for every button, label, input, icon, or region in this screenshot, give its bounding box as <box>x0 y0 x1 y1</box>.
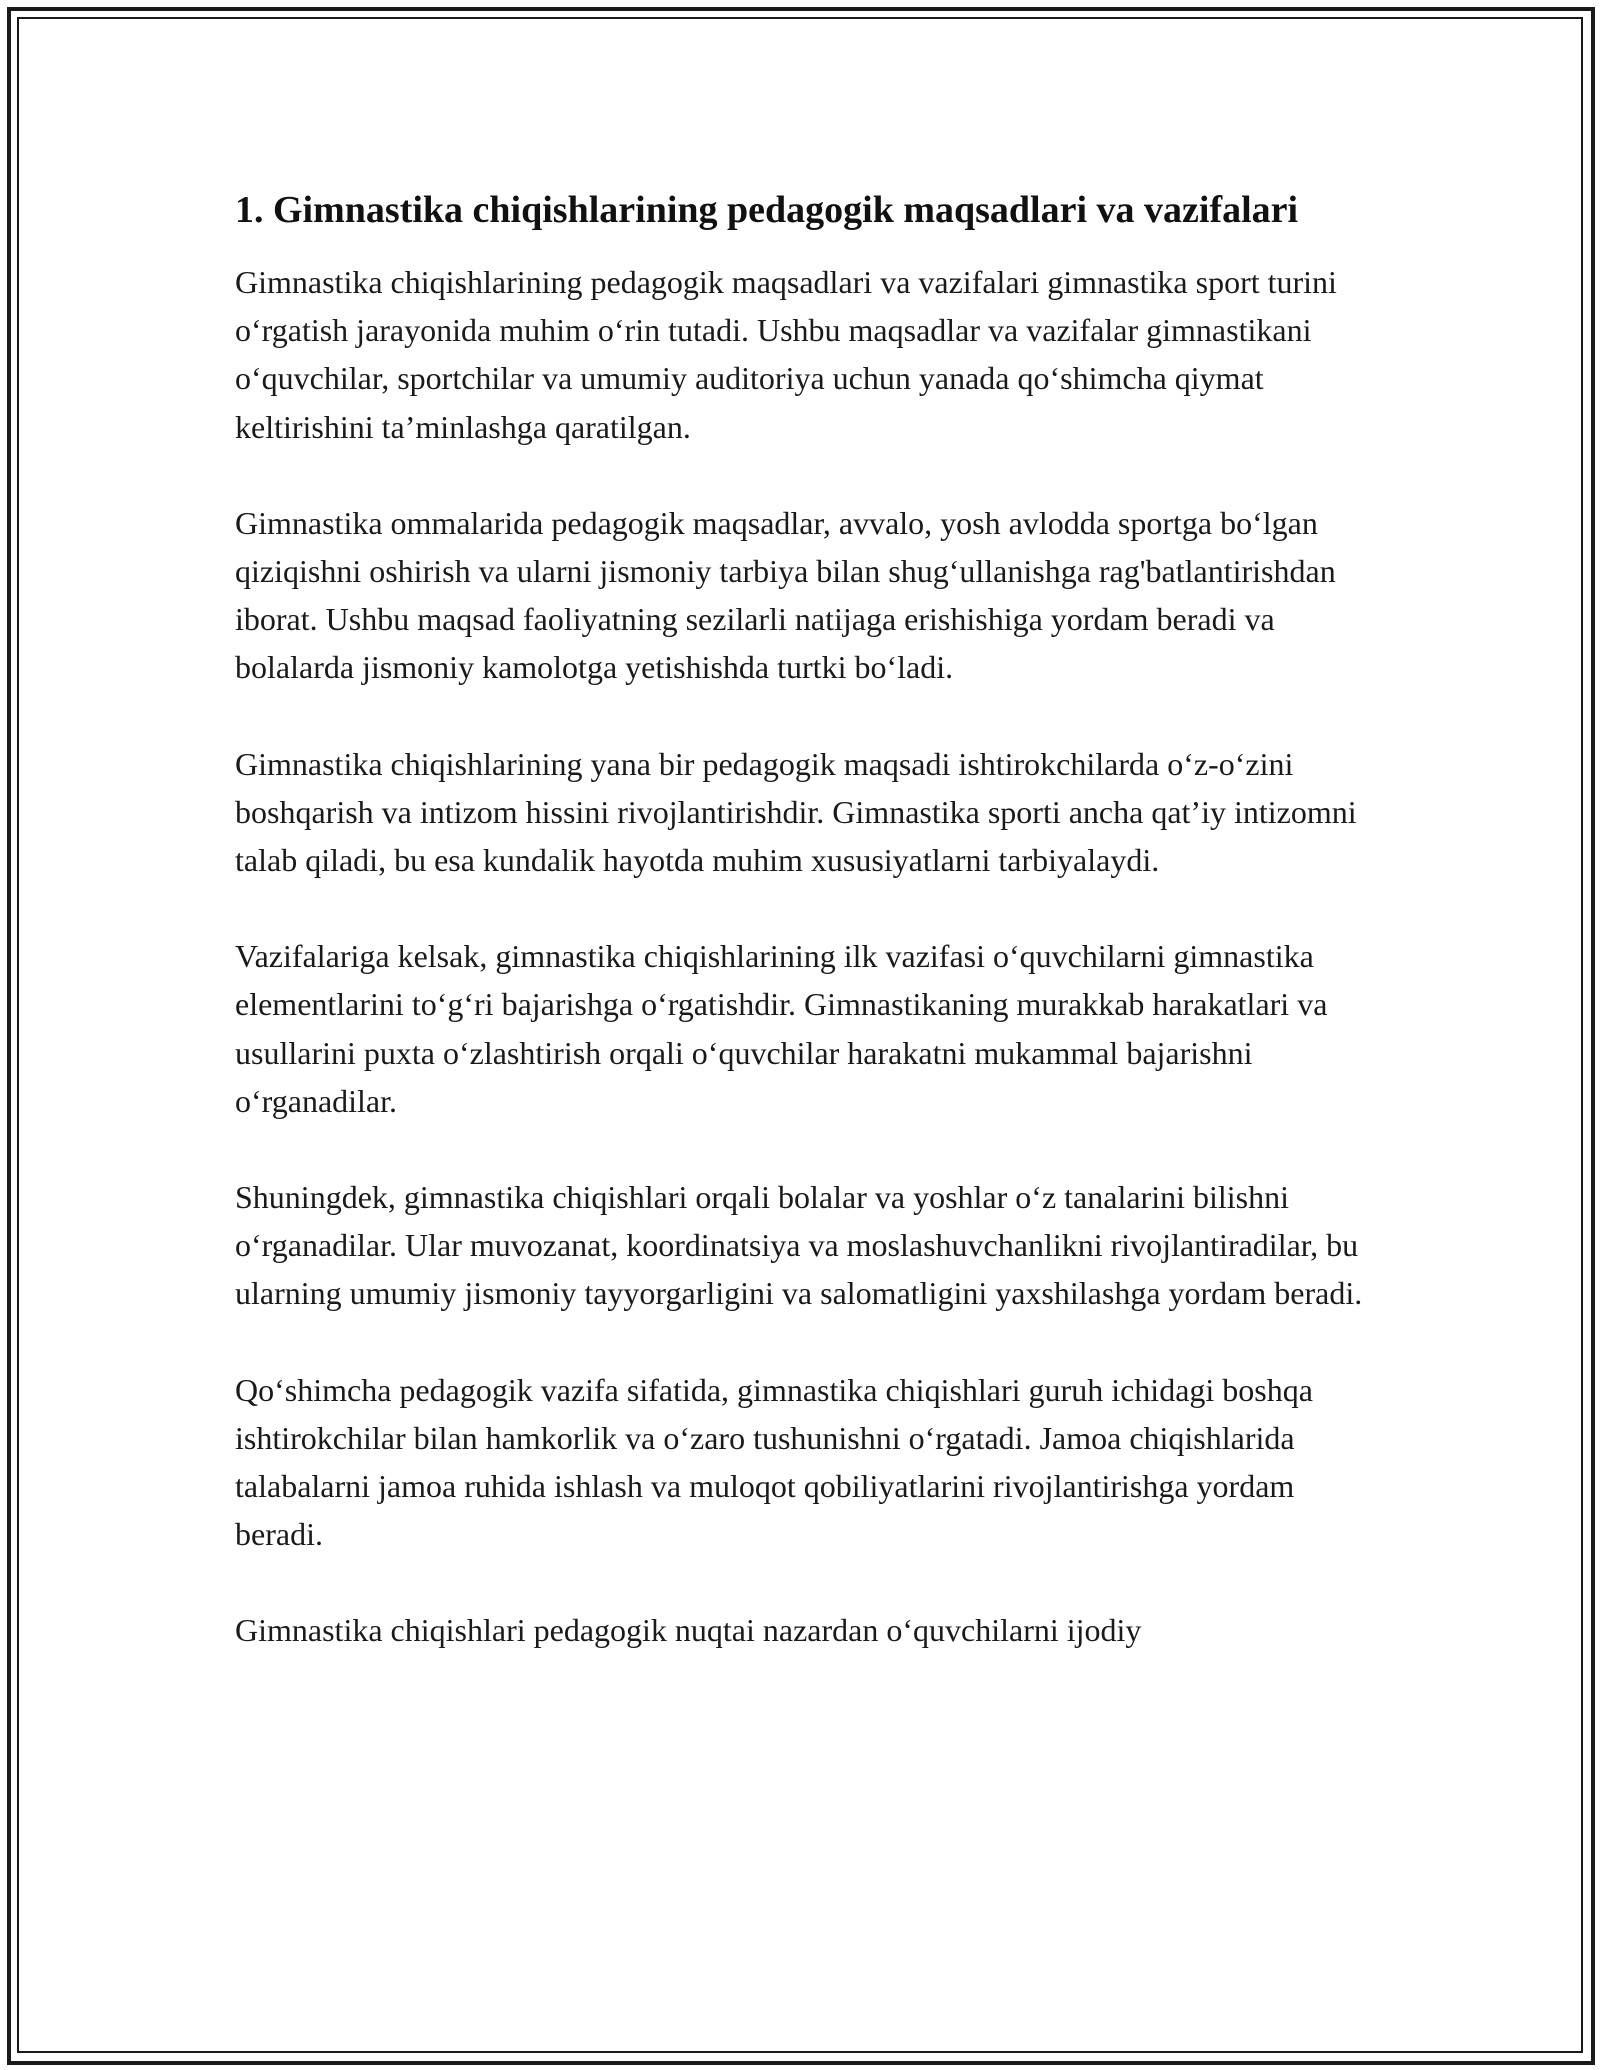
paragraph-2: Gimnastika ommalarida pedagogik maqsadlar, avvalo, yosh avlodda sportga bo‘lgan qiziqishni oshirish va ularni jismoniy tarbiya bilan shug‘ullanishga rag'batlantirishdan iborat. Ushbu maqsad faoliyatning sezilarli natijaga erishishiga yordam beradi va bolalarda jismoniy kamolotga yetishishda turtki bo‘ladi. <box>235 504 1336 686</box>
paragraph-3: Gimnastika chiqishlarining yana bir pedagogik maqsadi ishtirokchilarda o‘z-o‘zini boshqarish va intizom hissini rivojlantirishdir. Gimnastika sporti ancha qat’iy intizomni talab qiladi, bu esa kundalik hayotda muhim xususiyatlarni tarbiyalaydi. <box>235 745 1357 879</box>
paragraph-7: Gimnastika chiqishlari pedagogik nuqtai nazardan o‘quvchilarni ijodiy <box>235 1612 1142 1649</box>
paragraph-5: Shuningdek, gimnastika chiqishlari orqali bolalar va yoshlar o‘z tanalarini bilishni o‘rganadilar. Ular muvozanat, koordinatsiya va moslashuvchanlikni rivojlantiradilar, bu ularning umumiy jismoniy tayyorgarligini va salomatligini yaxshilashga yordam beradi. <box>235 1179 1363 1312</box>
paragraph-4: Vazifalariga kelsak, gimnastika chiqishlarining ilk vazifasi o‘quvchilarni gimnastika elementlarini to‘g‘ri bajarishga o‘rgatishdir. Gimnastikaning murakkab harakatlari va usullarini puxta o‘zlashtirish orqali o‘quvchilar harakatni mukammal bajarishni o‘rganadilar. <box>235 938 1328 1119</box>
paragraph-1: Gimnastika chiqishlarining pedagogik maqsadlari va vazifalari gimnastika sport turini o‘rgatish jarayonida muhim o‘rin tutadi. Ushbu maqsadlar va vazifalar gimnastikani o‘quvchilar, sportchilar va umumiy auditoriya uchun yanada qo‘shimcha qiymat keltirishini ta’minlashga qaratilgan. <box>235 264 1337 445</box>
section-heading: 1. Gimnastika chiqishlarining pedagogik maqsadlari va vazifalari <box>235 189 1299 231</box>
document-body <box>235 185 1370 1703</box>
paragraph-6: Qo‘shimcha pedagogik vazifa sifatida, gimnastika chiqishlari guruh ichidagi boshqa ishtirokchilar bilan hamkorlik va o‘zaro tushunishni o‘rgatadi. Jamoa chiqishlarida talabalarni jamoa ruhida ishlash va muloqot qobiliyatlarini rivojlantirishga yordam beradi. <box>235 1371 1313 1553</box>
